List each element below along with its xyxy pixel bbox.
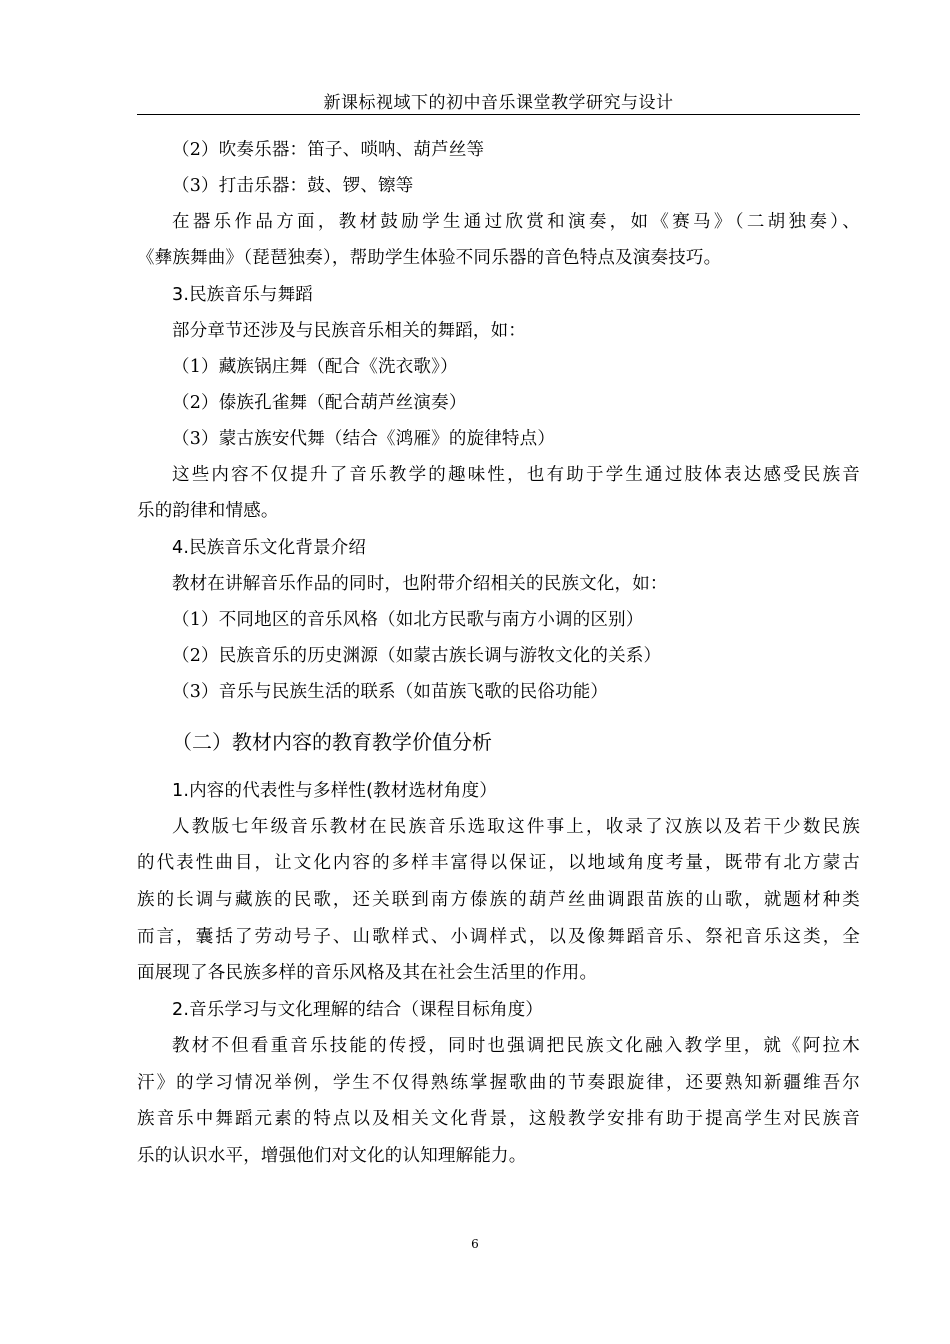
subsection-heading: 3.民族音乐与舞蹈	[172, 285, 313, 305]
list-item: （3）音乐与民族生活的联系（如苗族飞歌的民俗功能）	[172, 682, 609, 702]
list-item: （1）藏族锅庄舞（配合《洗衣歌》）	[172, 357, 458, 377]
section-heading: （二）教材内容的教育教学价值分析	[172, 730, 492, 754]
subsection-heading: 1.内容的代表性与多样性(教材选材角度）	[172, 781, 498, 801]
paragraph-line: 汗》的学习情况举例，学生不仅得熟练掌握歌曲的节奏跟旋律，还要熟知新疆维吾尔	[137, 1073, 860, 1093]
list-item: （3）打击乐器：鼓、锣、镲等	[172, 176, 414, 196]
paragraph-line: 《彝族舞曲》（琵琶独奏），帮助学生体验不同乐器的音色特点及演奏技巧。	[137, 248, 722, 268]
paragraph-line: 人教版七年级音乐教材在民族音乐选取这件事上，收录了汉族以及若干少数民族	[172, 817, 860, 837]
paragraph-line: 在器乐作品方面，教材鼓励学生通过欣赏和演奏，如《赛马》（二胡独奏）、	[172, 212, 860, 232]
paragraph-line: 教材不但看重音乐技能的传授，同时也强调把民族文化融入教学里，就《阿拉木	[172, 1036, 860, 1056]
running-header: 新课标视域下的初中音乐课堂教学研究与设计	[323, 93, 674, 113]
paragraph-line: 教材在讲解音乐作品的同时，也附带介绍相关的民族文化，如：	[172, 574, 668, 594]
paragraph-line: 部分章节还涉及与民族音乐相关的舞蹈，如：	[172, 321, 526, 341]
paragraph-line: 族的长调与藏族的民歌，还关联到南方傣族的葫芦丝曲调跟苗族的山歌，就题材种类	[137, 890, 860, 910]
header-divider	[137, 114, 860, 115]
paragraph-line: 乐的认识水平，增强他们对文化的认知理解能力。	[137, 1146, 527, 1166]
paragraph-line: 面展现了各民族多样的音乐风格及其在社会生活里的作用。	[137, 963, 598, 983]
subsection-heading: 2.音乐学习与文化理解的结合（课程目标角度）	[172, 1000, 544, 1020]
list-item: （2）吹奏乐器：笛子、唢呐、葫芦丝等	[172, 140, 485, 160]
list-item: （1）不同地区的音乐风格（如北方民歌与南方小调的区别）	[172, 610, 644, 630]
page-number: 6	[471, 1237, 479, 1251]
list-item: （3）蒙古族安代舞（结合《鸿雁》的旋律特点）	[172, 429, 556, 449]
paragraph-line: 这些内容不仅提升了音乐教学的趣味性，也有助于学生通过肢体表达感受民族音	[172, 465, 860, 485]
list-item: （2）民族音乐的历史渊源（如蒙古族长调与游牧文化的关系）	[172, 646, 662, 666]
paragraph-line: 族音乐中舞蹈元素的特点以及相关文化背景，这般教学安排有助于提高学生对民族音	[137, 1109, 860, 1129]
subsection-heading: 4.民族音乐文化背景介绍	[172, 538, 367, 558]
paragraph-line: 乐的韵律和情感。	[137, 501, 279, 521]
paragraph-line: 而言，囊括了劳动号子、山歌样式、小调样式，以及像舞蹈音乐、祭祀音乐这类，全	[137, 927, 860, 947]
paragraph-line: 的代表性曲目，让文化内容的多样丰富得以保证，以地域角度考量，既带有北方蒙古	[137, 853, 860, 873]
list-item: （2）傣族孔雀舞（配合葫芦丝演奏）	[172, 393, 467, 413]
